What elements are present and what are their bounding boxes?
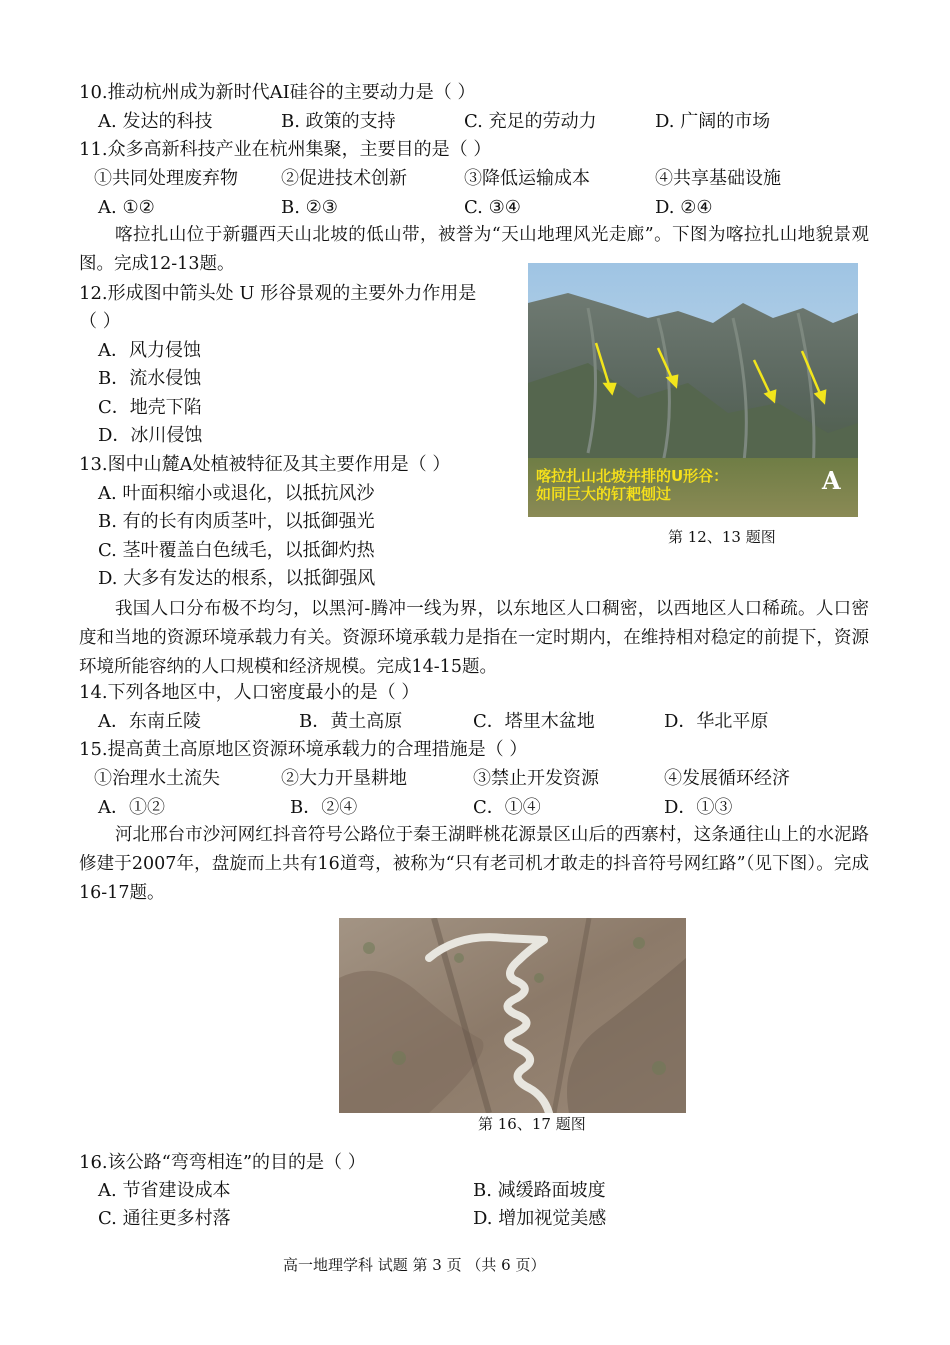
q14-option-c: C．塔里木盆地 [473,711,595,732]
switchback-road-image [339,918,686,1113]
q16-stem: 16.该公路“弯弯相连”的目的是（ ） [79,1152,366,1173]
q10-option-c: C. 充足的劳动力 [464,111,597,132]
q15-option-b: B．②④ [290,797,358,818]
q11-option-b: B. ②③ [281,197,338,218]
q10-stem: 10.推动杭州成为新时代AI硅谷的主要动力是（ ） [79,82,476,103]
q15-item-1: ①治理水土流失 [94,768,220,789]
figure2-caption: 第 16、17 题图 [478,1115,586,1133]
q11-stem: 11.众多高新科技产业在杭州集聚，主要目的是（ ） [79,139,492,160]
intro-14-15-text: 我国人口分布极不均匀，以黑河-腾冲一线为界，以东地区人口稠密，以西地区人口稀疏。人口密度和当地的资源环境承载力有关。资源环境承载力是指在一定时期内，在维持相对稳定的前提下，资源环境所能容纳的人口规模和经济规模。完成14-15题。 [79,599,869,677]
figure1-overlay-line2: 如同巨大的钉耙刨过 [536,485,672,503]
q15-item-2: ②大力开垦耕地 [281,768,407,789]
figure1-overlay-line1: 喀拉扎山北坡并排的U形谷： [536,467,729,485]
q10-option-a: A. 发达的科技 [98,111,213,132]
page-footer: 高一地理学科 试题 第 3 页 （共 6 页） [283,1256,546,1274]
q12-option-c: C．地壳下陷 [98,397,202,418]
figure-mountain-photo [528,263,858,517]
figure1-marker-a: A [822,466,841,495]
q13-option-b: B. 有的长有肉质茎叶，以抵御强光 [98,511,375,532]
q12-option-b: B．流水侵蚀 [98,368,202,389]
q13-option-c: C. 茎叶覆盖白色绒毛，以抵御灼热 [98,540,375,561]
q14-option-b: B．黄土高原 [299,711,403,732]
q11-item-1: ①共同处理废弃物 [94,168,238,189]
intro-16-17-text: 河北邢台市沙河网红抖音符号公路位于秦王湖畔桃花源景区山后的西寨村，这条通往山上的水泥路修建于2007年，盘旋而上共有16道弯，被称为“只有老司机才敢走的抖音符号网红路”（见下图）。完成16-17题。 [79,825,869,903]
q12-option-a: A．风力侵蚀 [98,340,201,361]
q16-option-c: C. 通往更多村落 [98,1208,231,1229]
figure-road-photo [339,918,686,1113]
q16-option-a: A. 节省建设成本 [98,1180,231,1201]
q12-option-d: D．冰川侵蚀 [98,425,203,446]
intro-16-17 [79,821,869,908]
q15-option-c: C．①④ [473,797,541,818]
q14-option-d: D．华北平原 [664,711,769,732]
q14-stem: 14.下列各地区中，人口密度最小的是（ ） [79,682,420,703]
q11-item-2: ②促进技术创新 [281,168,407,189]
q13-stem: 13.图中山麓A处植被特征及其主要作用是（ ） [79,454,451,475]
intro-12-13-text: 喀拉扎山位于新疆西天山北坡的低山带，被誉为“天山地理风光走廊”。下图为喀拉扎山地貌景观图。完成12-13题。 [79,225,869,274]
figure1-caption: 第 12、13 题图 [668,528,776,546]
q13-option-a: A. 叶面积缩小或退化，以抵抗风沙 [98,483,375,504]
q15-item-4: ④发展循环经济 [664,768,790,789]
q11-option-a: A. ①② [98,197,155,218]
q12-stem-line2: （ ） [79,311,121,332]
q13-option-d: D. 大多有发达的根系，以抵御强风 [98,568,376,589]
q11-option-d: D. ②④ [655,197,713,218]
q16-option-b: B. 减缓路面坡度 [473,1180,606,1201]
q14-option-a: A．东南丘陵 [98,711,201,732]
q15-option-a: A．①② [98,797,165,818]
q10-option-d: D. 广阔的市场 [655,111,771,132]
q11-item-4: ④共享基础设施 [655,168,781,189]
q12-stem-line1: 12.形成图中箭头处 U 形谷景观的主要外力作用是 [79,283,477,304]
q15-option-d: D．①③ [664,797,733,818]
figure1-overlay-text [536,467,728,503]
intro-14-15 [79,595,869,682]
q15-stem: 15.提高黄土高原地区资源环境承载力的合理措施是（ ） [79,739,528,760]
q11-item-3: ③降低运输成本 [464,168,590,189]
q11-option-c: C. ③④ [464,197,521,218]
q15-item-3: ③禁止开发资源 [473,768,599,789]
q16-option-d: D. 增加视觉美感 [473,1208,607,1229]
q10-option-b: B. 政策的支持 [281,111,396,132]
